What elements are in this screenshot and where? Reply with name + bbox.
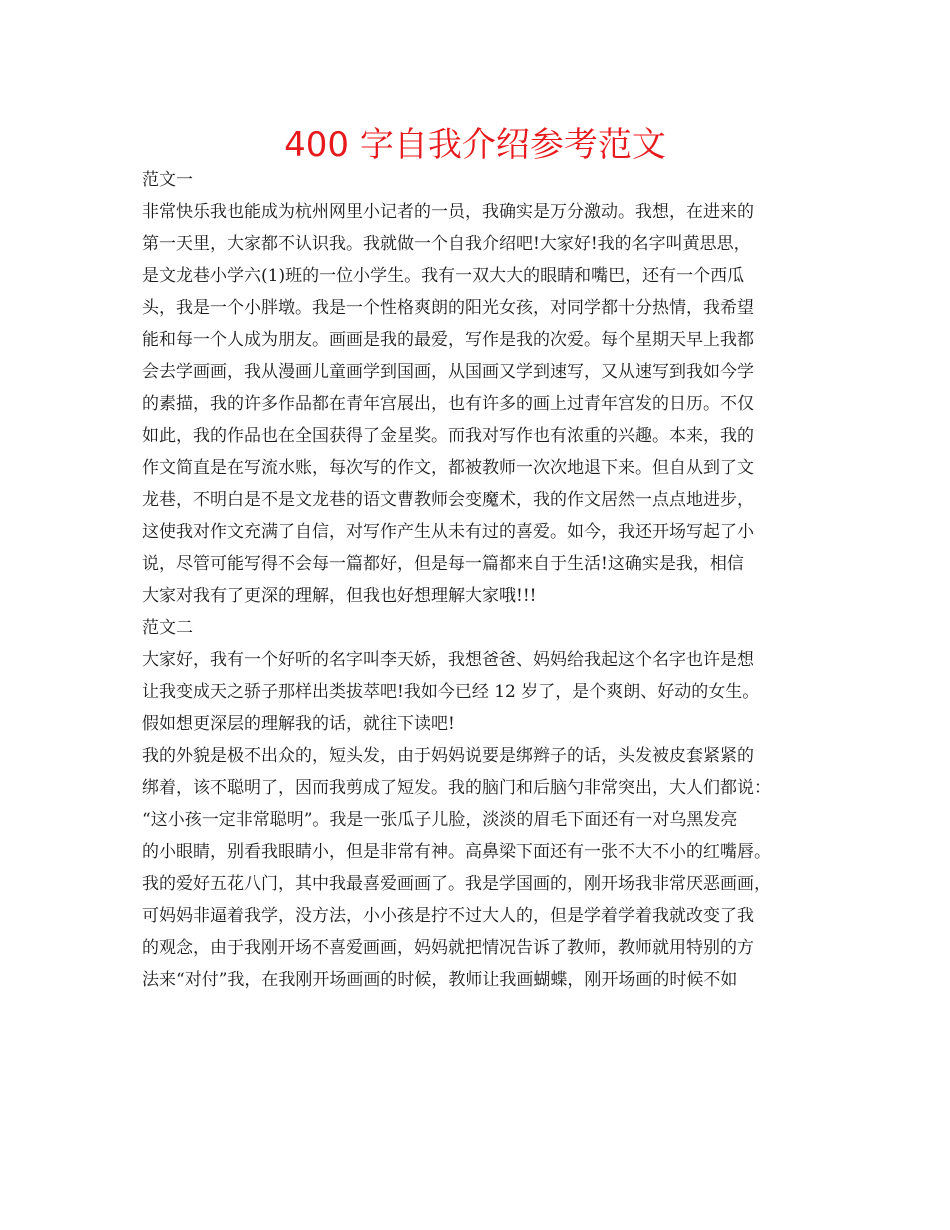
text-line: 假如想更深层的理解我的话，就往下读吧! [142,714,455,734]
text-line: 头，我是一个小胖墩。我是一个性格爽朗的阳光女孩，对同学都十分热情，我希望 [142,298,754,318]
text-line: 大家对我有了更深的理解，但我也好想理解大家哦!!! [142,586,537,606]
text-line: 法来“对付”我，在我刚开场画画的时候，教师让我画蝴蝶，刚开场画的时候不如 [142,970,738,990]
document-title: 400 字自我介绍参考范文 [284,125,666,165]
text-line: “这小孩一定非常聪明”。我是一张瓜子儿脸，淡淡的眉毛下面还有一对乌黑发亮 [142,810,738,830]
text-line: 作文简直是在写流水账，每次写的作文，都被教师一次次地退下来。但自从到了文 [142,458,754,478]
text-line: 说，尽管可能写得不会每一篇都好，但是每一篇都来自于生活!这确实是我，相信 [142,554,744,574]
text-line: 的观念，由于我刚开场不喜爱画画，妈妈就把情况告诉了教师，教师就用特别的方 [142,938,754,958]
text-line: 非常快乐我也能成为杭州网里小记者的一员，我确实是万分激动。我想，在进来的 [142,202,754,222]
text-line: 第一天里，大家都不认识我。我就做一个自我介绍吧!大家好!我的名字叫黄思思， [142,234,751,254]
section-heading: 范文二 [142,618,193,638]
section-heading: 范文一 [142,170,193,190]
text-line: 的小眼睛，别看我眼睛小，但是非常有神。高鼻梁下面还有一张不大不小的红嘴唇。 [142,842,771,862]
text-line: 如此，我的作品也在全国获得了金星奖。而我对写作也有浓重的兴趣。本来，我的 [142,426,754,446]
text-line: 会去学画画，我从漫画儿童画学到国画，从国画又学到速写，又从速写到我如今学 [142,362,754,382]
text-line: 的素描，我的许多作品都在青年宫展出，也有许多的画上过青年宫发的日历。不仅 [142,394,754,414]
text-line: 龙巷，不明白是不是文龙巷的语文曹教师会变魔术，我的作文居然一点点地进步， [142,490,754,510]
text-line: 我的爱好五花八门，其中我最喜爱画画了。我是学国画的，刚开场我非常厌恶画画， [142,874,771,894]
text-line: 这使我对作文充满了自信，对写作产生从未有过的喜爱。如今，我还开场写起了小 [142,522,754,542]
text-line: 大家好，我有一个好听的名字叫李天娇，我想爸爸、妈妈给我起这个名字也许是想 [142,650,754,670]
text-line: 能和每一个人成为朋友。画画是我的最爱，写作是我的次爱。每个星期天早上我都 [142,330,754,350]
text-line: 可妈妈非逼着我学，没方法，小小孩是拧不过大人的，但是学着学着我就改变了我 [142,906,754,926]
document-body [142,164,832,996]
text-line: 我的外貌是极不出众的，短头发，由于妈妈说要是绑辫子的话，头发被皮套紧紧的 [142,746,754,766]
text-line: 是文龙巷小学六(1)班的一位小学生。我有一双大大的眼睛和嘴巴，还有一个西瓜 [142,266,745,286]
text-line: 让我变成天之骄子那样出类拔萃吧!我如今已经 12 岁了，是个爽朗、好动的女生。 [142,682,760,702]
text-line: 绑着，该不聪明了，因而我剪成了短发。我的脑门和后脑勺非常突出，大人们都说： [142,778,771,798]
